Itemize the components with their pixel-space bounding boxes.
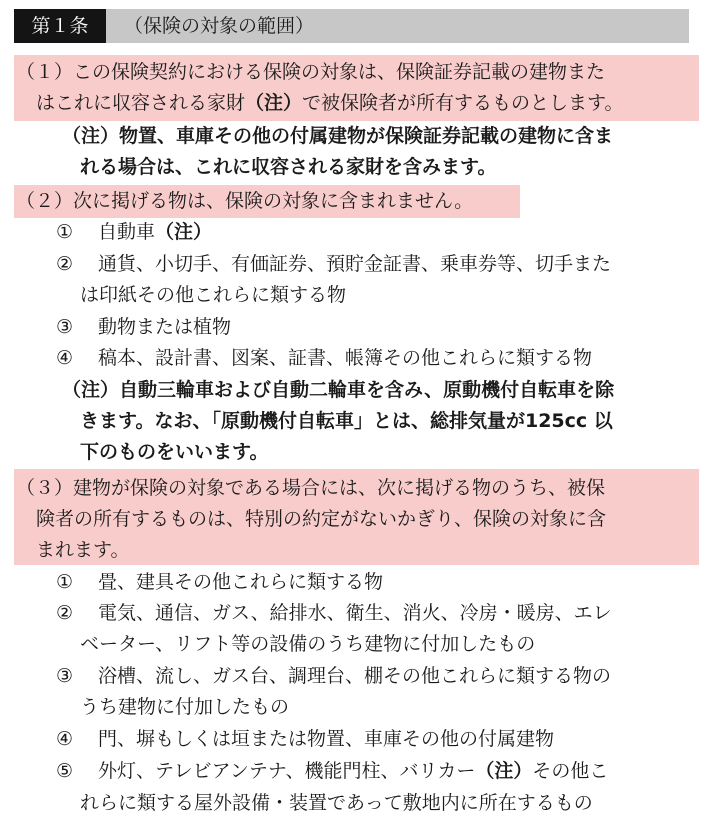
section1-line2-tail: で被保険者が所有するものとします。 xyxy=(302,92,624,114)
section1-note-line1: （注）物置、車庫その他の付属建物が保険証券記載の建物に含ま xyxy=(62,125,614,147)
section2-item-2 xyxy=(56,249,611,279)
section3-item-3-cont: うち建物に付加したもの xyxy=(80,696,290,718)
section3-item-2 xyxy=(56,598,612,628)
article-header xyxy=(14,9,689,43)
item-text-tail: その他こ xyxy=(532,760,609,782)
section1-line2 xyxy=(36,88,624,118)
section2-item-1 xyxy=(56,217,212,247)
article-number: 第１条 xyxy=(14,9,106,43)
item-text: 浴槽、流し、ガス台、調理台、棚その他これらに類する物の xyxy=(98,665,612,687)
section2-item-2-cont: は印紙その他これらに類する物 xyxy=(80,284,347,306)
section3-line3: まれます。 xyxy=(36,539,130,561)
section3-item-5-cont: れらに類する屋外設備・装置であって敷地内に所在するもの xyxy=(80,792,593,814)
section2-item-3 xyxy=(56,312,231,342)
item-note-marker: （注） xyxy=(155,221,213,243)
section1-note-line2: れる場合は、これに収容される家財を含みます。 xyxy=(80,156,497,178)
item-text: 通貨、小切手、有価証券、預貯金証書、乗車券等、切手また xyxy=(98,253,612,275)
item-number: ② xyxy=(56,253,74,275)
section2-heading: （２）次に掲げる物は、保険の対象に含まれません。 xyxy=(16,190,474,212)
item-text: 動物または植物 xyxy=(98,316,232,338)
section2-note-line3: 下のものをいいます。 xyxy=(80,441,269,463)
item-number: ④ xyxy=(56,728,74,750)
section1-line2-text: はこれに収容される家財 xyxy=(36,92,246,114)
item-number: ⑤ xyxy=(56,760,74,782)
section2-note-line1: （注）自動三輪車および自動二輪車を含み、原動機付自転車を除 xyxy=(62,379,615,401)
item-number: ② xyxy=(56,602,74,624)
item-number: ③ xyxy=(56,665,74,687)
section2-item-4 xyxy=(56,343,592,373)
section3-item-2-cont: ベーター、リフト等の設備のうち建物に付加したもの xyxy=(80,633,536,655)
section3-item-4 xyxy=(56,724,554,754)
item-number: ① xyxy=(56,571,74,593)
section1-line1: （１）この保険契約における保険の対象は、保険証券記載の建物また xyxy=(16,61,606,83)
item-text: 稿本、設計書、図案、証書、帳簿その他これらに類する物 xyxy=(98,347,593,369)
section3-line2: 険者の所有するものは、特別の約定がないかぎり、保険の対象に含 xyxy=(36,508,607,530)
article-title: （保険の対象の範囲） xyxy=(124,15,315,37)
item-number: ③ xyxy=(56,316,74,338)
section1-note-marker: （注） xyxy=(245,92,303,114)
item-text: 畳、建具その他これらに類する物 xyxy=(98,571,384,593)
section3-line1: （３）建物が保険の対象である場合には、次に掲げる物のうち、被保 xyxy=(16,477,606,499)
item-note-marker: （注） xyxy=(475,760,533,782)
item-text: 電気、通信、ガス、給排水、衛生、消火、冷房・暖房、エレ xyxy=(98,602,612,624)
item-text: 外灯、テレビアンテナ、機能門柱、バリカー xyxy=(98,760,476,782)
item-number: ① xyxy=(56,221,74,243)
section3-item-1 xyxy=(56,567,383,597)
section3-item-3 xyxy=(56,661,611,691)
section3-item-5 xyxy=(56,756,608,786)
item-number: ④ xyxy=(56,347,74,369)
item-text: 自動車 xyxy=(98,221,156,243)
item-text: 門、塀もしくは垣または物置、車庫その他の付属建物 xyxy=(98,728,555,750)
section2-note-line2: きます。なお、「原動機付自転車」とは、総排気量が125cc 以 xyxy=(80,410,613,432)
